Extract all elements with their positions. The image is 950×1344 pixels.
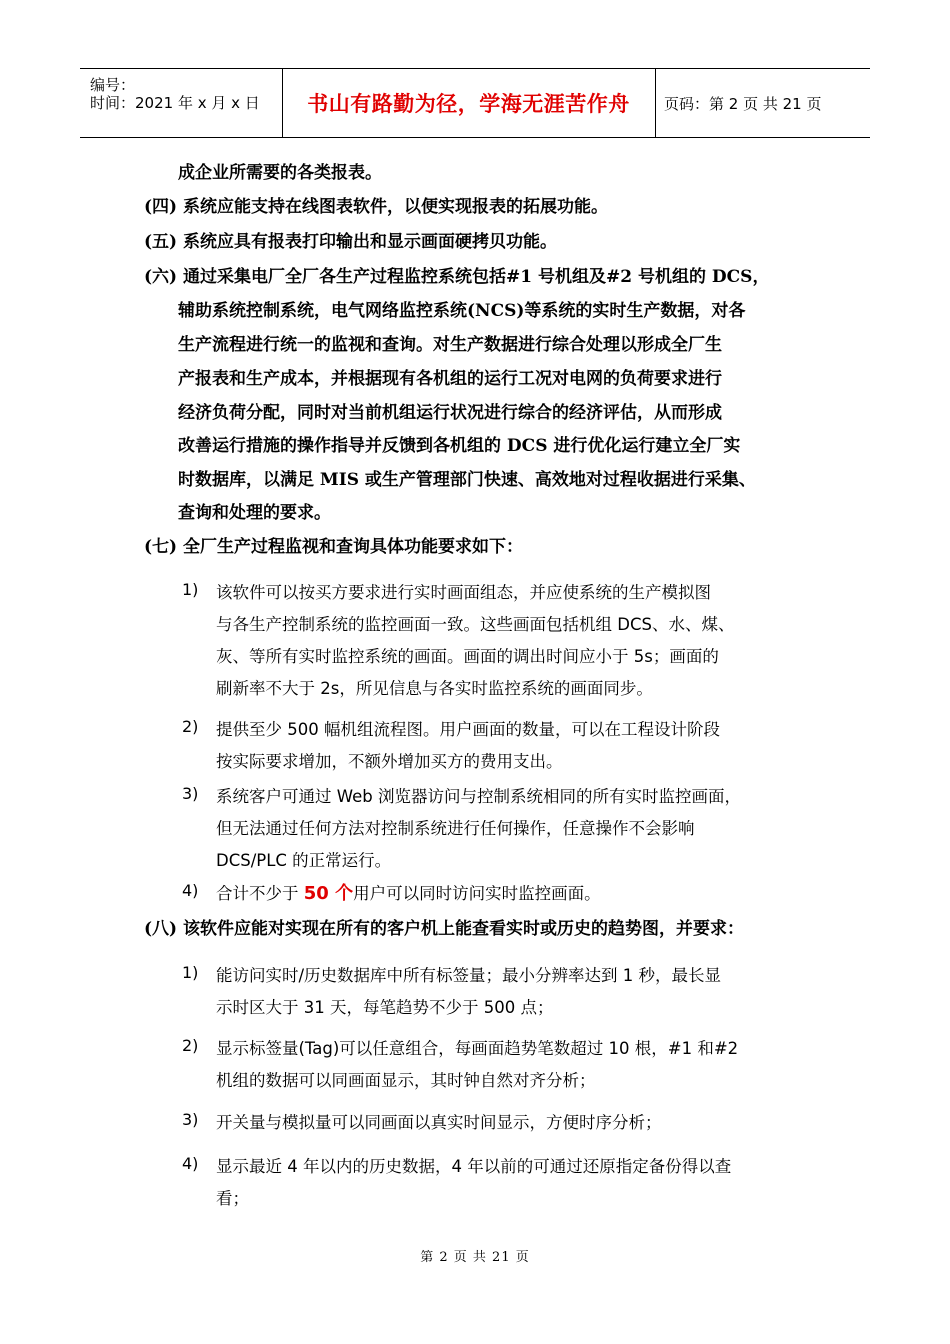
item-line: 看； [216,1189,249,1208]
continuation-line: 成企业所需要的各类报表。 [178,163,382,183]
item-number: 4) [182,881,199,900]
section-6-line: (六) 通过采集电厂全厂各生产过程监控系统包括#1 号机组及#2 号机组的 DCS， [144,267,770,287]
item-number: 1) [182,580,199,599]
page-footer: 第 2 页 共 21 页 [420,1250,530,1265]
item-line: DCS/PLC 的正常运行。 [216,851,392,870]
section-6-line: 查询和处理的要求。 [178,503,331,523]
page-info: 页码：第 2 页 共 21 页 [664,94,822,113]
section-6-line: 时数据库，以满足 MIS 或生产管理部门快速、高效地对过程收据进行采集、 [178,470,756,490]
item-line: 按实际要求增加，不额外增加买方的费用支出。 [216,752,563,771]
item-number: 3) [182,1110,199,1129]
section-6-line: 经济负荷分配，同时对当前机组运行状况进行综合的经济评估，从而形成 [178,403,722,423]
item-line: 系统客户可通过 Web 浏览器访问与控制系统相同的所有实时监控画面， [216,787,741,806]
item-number: 1) [182,963,199,982]
item-line: 能访问实时/历史数据库中所有标签量；最小分辨率达到 1 秒，最长显 [216,966,722,985]
item-line: 显示标签量(Tag)可以任意组合，每画面趋势笔数超过 10 根，#1 和#2 [216,1039,739,1058]
section-6-line: 改善运行措施的操作指导并反馈到各机组的 DCS 进行优化运行建立全厂实 [178,436,741,456]
item-line: 该软件可以按买方要求进行实时画面组态，并应使系统的生产模拟图 [216,583,711,602]
item-line: 开关量与模拟量可以同画面以真实时间显示，方便时序分析； [216,1113,662,1132]
header-meta [80,69,283,137]
motto: 书山有路勤为径，学海无涯苦作舟 [282,69,656,137]
item-line: 与各生产控制系统的监控画面一致。这些画面包括机组 DCS、水、煤、 [216,615,735,634]
item-line: 但无法通过任何方法对控制系统进行任何操作，任意操作不会影响 [216,819,695,838]
item-text: 用户可以同时访问实时监控画面。 [353,884,601,903]
time-label: 时间：2021 年 x 月 x 日 [90,94,260,112]
item-text: 合计不少于 [216,884,304,903]
item-number: 4) [182,1154,199,1173]
highlighted-count: 50 个 [303,883,354,904]
item-line: 机组的数据可以同画面显示，其时钟自然对齐分析； [216,1071,596,1090]
item-line: 显示最近 4 年以内的历史数据，4 年以前的可通过还原指定备份得以查 [216,1157,732,1176]
item-line [216,879,601,905]
section-6-line: 辅助系统控制系统，电气网络监控系统(NCS)等系统的实时生产数据，对各 [178,301,746,321]
page-header [80,68,870,138]
item-number: 3) [182,784,199,803]
item-line: 示时区大于 31 天，每笔趋势不少于 500 点； [216,998,554,1017]
item-line: 刷新率不大于 2s，所见信息与各实时监控系统的画面同步。 [216,679,653,698]
section-5: (五) 系统应具有报表打印输出和显示画面硬拷贝功能。 [144,232,558,252]
section-8-heading: (八) 该软件应能对实现在所有的客户机上能查看实时或历史的趋势图，并要求： [144,919,745,939]
item-line: 提供至少 500 幅机组流程图。用户画面的数量，可以在工程设计阶段 [216,720,720,739]
item-number: 2) [182,1036,199,1055]
number-label: 编号： [90,76,136,94]
section-6-line: 产报表和生产成本，并根据现有各机组的运行工况对电网的负荷要求进行 [178,369,722,389]
item-number: 2) [182,717,199,736]
section-7-heading: (七) 全厂生产过程监视和查询具体功能要求如下： [144,537,524,557]
section-4: (四) 系统应能支持在线图表软件，以便实现报表的拓展功能。 [144,197,609,217]
item-line: 灰、等所有实时监控系统的画面。画面的调出时间应小于 5s；画面的 [216,647,719,666]
section-6-line: 生产流程进行统一的监视和查询。对生产数据进行综合处理以形成全厂生 [178,335,722,355]
